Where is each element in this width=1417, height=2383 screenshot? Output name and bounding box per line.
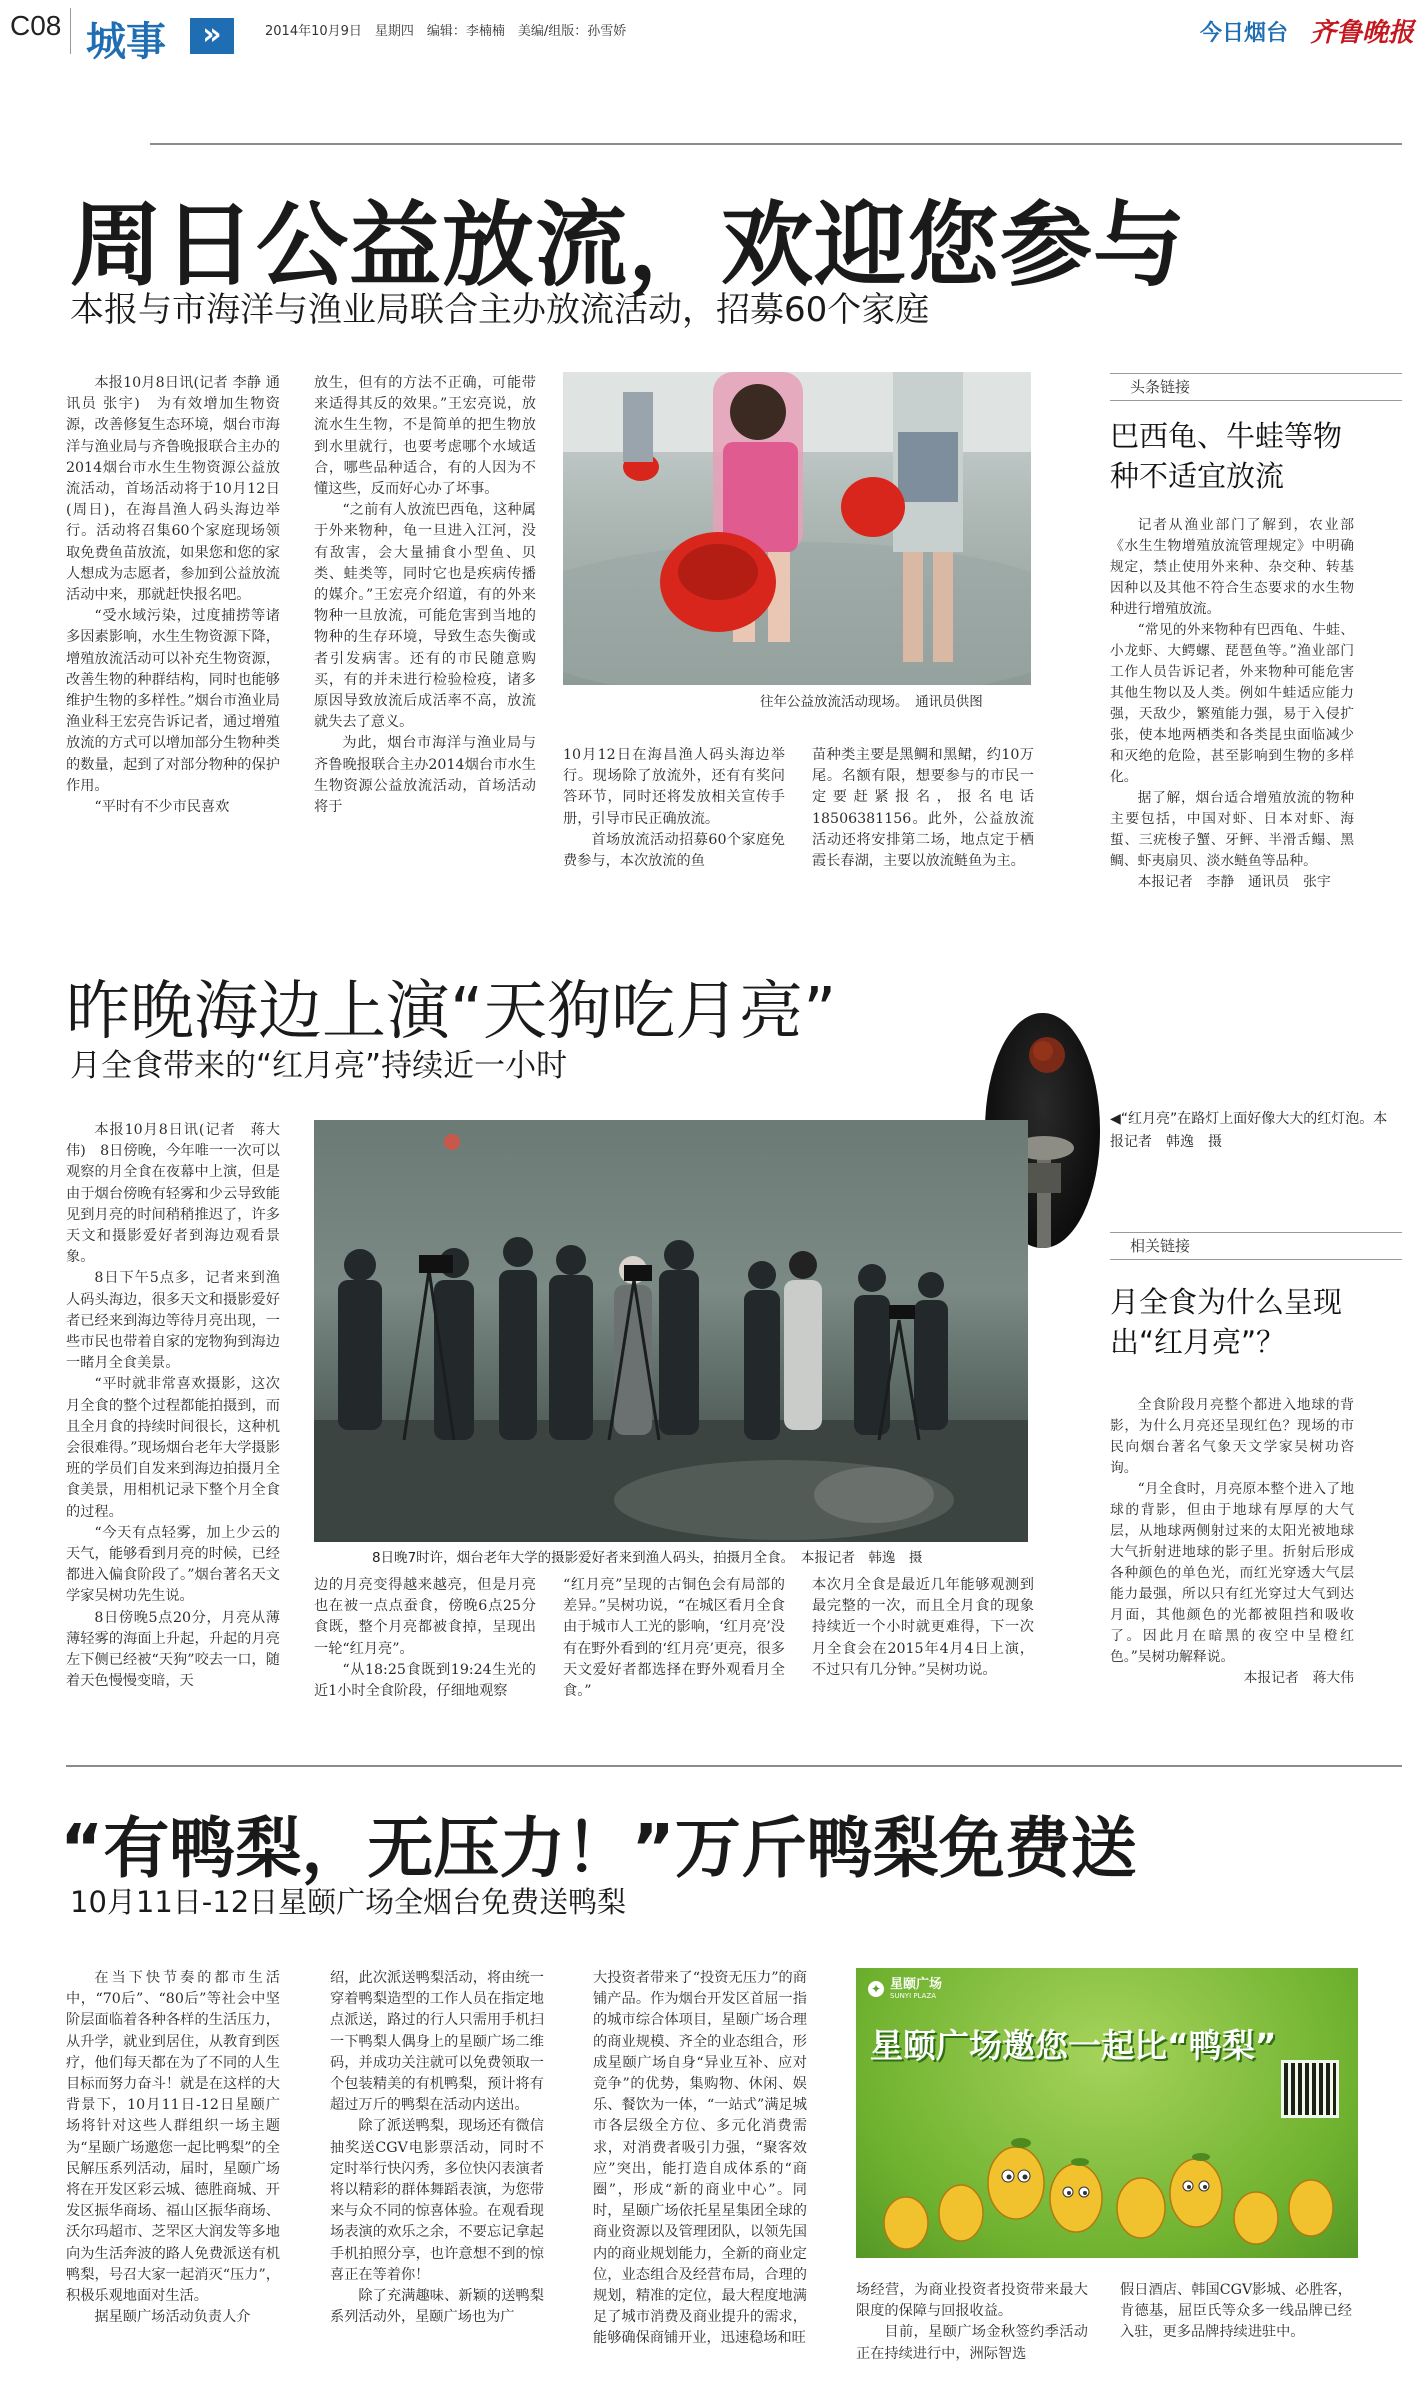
article2-col2 [314, 1575, 536, 1705]
paragraph: 假日酒店、韩国CGV影城、必胜客，肯德基，屈臣氏等众多一线品牌已经入驻，更多品牌持续进驻中。 [1120, 2282, 1352, 2341]
paragraph: 本报10月8日讯(记者 蒋大伟) 8日傍晚，今年唯一一次可以观察的月全食在夜幕中上演，但是由于烟台傍晚有轻雾和少云导致能见到月亮的时间稍稍推迟了，许多天文和摄影爱好者到海边观看景象。 [66, 1122, 280, 1266]
release-photo-caption: 往年公益放流活动现场。 通讯员供图 [760, 694, 983, 710]
paragraph: “平时有不少市民喜欢 [94, 799, 230, 816]
paragraph: 本次月全食是最近几年能够观测到最完整的一次，而且全月食的现象持续近一个小时就更难得，下一次月全食会在2015年4月4日上演，不过只有几分钟。”吴树功说。 [812, 1577, 1034, 1678]
paragraph: 8日傍晚5点20分，月亮从薄薄轻雾的海面上升起，升起的月亮左下侧已经被“天狗”咬去一口，随着天色慢慢变暗，天 [66, 1609, 280, 1690]
byline: 本报记者 蒋大伟 [1243, 1670, 1354, 1686]
photographers-caption: 8日晚7时许，烟台老年大学的摄影爱好者来到渔人码头，拍摄月全食。 本报记者 韩逸 摄 [372, 1550, 923, 1566]
article3-col5 [1120, 2280, 1352, 2380]
article3-col1 [66, 1968, 280, 2373]
sidebar2-label-rule [1110, 1259, 1402, 1260]
paragraph: “之前有人放流巴西龟，这种属于外来物种，龟一旦进入江河，没有敌害，会大量捕食小型鱼、贝类、蛙类等，同时它也是疾病传播的媒介。”王宏亮介绍道，有的外来物种一旦放流，可能危害到当地的物种的生存环境，导致生态失衡或者引发病害。还有的市民随意购买，有的并未进行检验检疫，诸多原因导致放流后成活率不高，放流就失去了意义。 [314, 502, 536, 731]
article3-col2 [330, 1968, 544, 2373]
paragraph: 8日下午5点多，记者来到渔人码头海边，很多天文和摄影爱好者已经来到海边等待月亮出现，一些市民也带着自家的宠物狗到海边一睹月全食美景。 [66, 1270, 280, 1372]
paragraph: 除了派送鸭梨，现场还有微信抽奖送CGV电影票活动，同时不定时举行快闪秀，多位快闪表演者将以精彩的群体舞蹈表演，为您带来与众不同的惊喜体验。在观看现场表演的欢乐之余，不要忘记拿起手机拍照分享，也许意想不到的惊喜正在等着你！ [330, 2118, 544, 2283]
article2-col3 [563, 1575, 785, 1705]
xingyi-plaza-ad [856, 1968, 1358, 2258]
sidebar1-top-rule [1110, 373, 1402, 374]
column-tag: 今日烟台 [1200, 21, 1289, 46]
sidebar1-body [1110, 515, 1354, 893]
article3-col4 [856, 2280, 1088, 2380]
paragraph: 据星颐广场活动负责人介 [94, 2309, 251, 2326]
release-activity-illustration [563, 372, 1031, 685]
article1-subtitle: 本报与市海洋与渔业局联合主办放流活动，招募60个家庭 [70, 290, 930, 330]
paragraph: 除了充满趣味、新颖的送鸭梨系列活动外，星颐广场也为广 [330, 2288, 544, 2326]
ad-slogan: 星颐广场邀您一起比“鸭梨” [870, 2026, 1277, 2065]
double-chevron-icon: » [202, 17, 222, 52]
paragraph: 10月12日在海昌渔人码头海边举行。现场除了放流外，还有有奖问答环节，同时还将发放相关宣传手册，引导市民正确放流。 [563, 747, 785, 827]
paragraph: 在当下快节奏的都市生活中，“70后”、“80后”等社会中坚阶层面临着各种各样的生活压力，从升学，就业到居住，从教育到医疗，他们每天都在为了不同的人生目标而努力奋斗！就是在这样的大背景下，10月11日-12日星颐广场将针对这些人群组织一场主题为“星颐广场邀您一起比鸭梨”的全民解压系列活动，届时，星颐广场将在开发区彩云城、德胜商城、开发区振华商场、福山区振华商场、沃尔玛超市、芝罘区大润发等多地向为生活奔波的路人免费派送有机鸭梨，号召大家一起消灭“压力”，积极乐观地面对生活。 [66, 1970, 280, 2305]
photographers-illustration [314, 1120, 1028, 1542]
sidebar1-label: 头条链接 [1130, 378, 1191, 396]
article1-col4 [812, 745, 1034, 895]
release-activity-photo [563, 372, 1031, 685]
moon-photo-caption: ◀“红月亮”在路灯上面好像大大的红灯泡。本报记者 韩逸 摄 [1110, 1111, 1388, 1150]
section-rule [66, 1765, 1402, 1767]
photographers-photo [314, 1120, 1028, 1542]
article1-title: 周日公益放流，欢迎您参与 [70, 192, 1187, 299]
article1-col2 [314, 373, 536, 893]
header-divider-left [70, 8, 71, 54]
article2-subtitle: 月全食带来的“红月亮”持续近一小时 [70, 1048, 568, 1084]
paragraph: 目前，星颐广场金秋签约季活动正在持续进行中，洲际智选 [856, 2324, 1088, 2362]
article2-col4 [812, 1575, 1034, 1705]
article1-col3 [563, 745, 785, 895]
ad-logo-cn: 星颐广场 [890, 1977, 943, 1992]
sidebar2-label: 相关链接 [1130, 1237, 1191, 1255]
article3-col3 [593, 1968, 807, 2373]
paragraph: 绍，此次派送鸭梨活动，将由统一穿着鸭梨造型的工作人员在指定地点派送，路过的行人只需用手机扫一下鸭梨人偶身上的星颐广场二维码，并成功关注就可以免费领取一个包装精美的有机鸭梨，预计将有超过万斤的鸭梨在活动内送出。 [330, 1970, 544, 2114]
article2-col1 [66, 1120, 280, 1700]
sidebar1-label-rule [1110, 400, 1402, 401]
paragraph: 放生，但有的方法不正确，可能带来适得其反的效果。”王宏亮说，放流水生生物，不是简单的把生物放到水里就行，也要考虑哪个水域适合，哪些品种适合，有的人因为不懂这些，反而好心办了坏事。 [314, 375, 536, 498]
article3-subtitle: 10月11日-12日星颐广场全烟台免费送鸭梨 [70, 1885, 627, 1919]
paragraph: 大投资者带来了“投资无压力”的商铺产品。作为烟台开发区首屈一指的城市综合体项目，星颐广场合理的商业规模、齐全的业态组合，形成星颐广场自身“异业互补、应对竞争”的优势，集购物、休闲、娱乐、餐饮为一体，“一站式”满足城市各层级全方位、多元化消费需求，对消费者吸引力强，“聚客效应”突出，能打造自成体系的“商圈”，形成“新的商业中心”。同时，星颐广场依托星星集团全球的商业资源以及管理团队，以领先国内的商业规划能力，全新的商业定位，业态组合及经营布局，合理的规划，精准的定位，最大程度地满足了城市消费及商业提升的需求，能够确保商铺开业，迅速稳场和旺 [593, 1970, 807, 2347]
paragraph: 记者从渔业部门了解到，农业部《水生生物增殖放流管理规定》中明确规定，禁止使用外来种、杂交种、转基因种以及其他不符合生态要求的水生物种进行增殖放流。 [1110, 517, 1354, 617]
paragraph: 据了解，烟台适合增殖放流的物种主要包括，中国对虾、日本对虾、海蜇、三疣梭子蟹、牙鲆、半滑舌鳎、黑鲷、虾夷扇贝、淡水鲢鱼等品种。 [1110, 790, 1354, 869]
article3-title: “有鸭梨，无压力！”万斤鸭梨免费送 [60, 1810, 1137, 1887]
paragraph: “平时就非常喜欢摄影，这次月全食的整个过程都能拍摄到，而且全月食的持续时间很长，这种机会很难得。”现场烟台老年大学摄影班的学员们自发来到海边拍摄月全食美景，用相机记录下整个月全食的过程。 [66, 1376, 280, 1520]
paragraph: “从18:25食既到19:24生光的近1小时全食阶段，仔细地观察 [314, 1661, 536, 1700]
section-title: 城事 [86, 19, 166, 65]
brand-logo: 齐鲁晚报 [1310, 18, 1415, 48]
sidebar2-body [1110, 1395, 1354, 1689]
ad-logo [868, 1978, 942, 2000]
paragraph: “常见的外来物种有巴西龟、牛蛙、小龙虾、大鳄螺、琵琶鱼等。”渔业部门工作人员告诉记者，外来物种可能危害其他生物以及人类。例如牛蛙适应能力强，天敌少，繁殖能力强，易于入侵扩张，使本地两栖类和各类昆虫面临减少和灭绝的危险，甚至影响到生物的多样化。 [1110, 622, 1354, 785]
header-rule [150, 143, 1402, 145]
ad-logo-en: SUNYI PLAZA [890, 1992, 937, 2000]
paragraph: 本报10月8日讯(记者 李静 通讯员 张宇) 为有效增加生物资源，改善修复生态环境，烟台市海洋与渔业局与齐鲁晚报联合主办的2014烟台市水生生物资源公益放流活动，首场活动将于10月12日(周日)，在海昌渔人码头海边举行。活动将召集60个家庭现场领取免费鱼苗放流，如果您和您的家人想成为志愿者，参加到公益放流活动中来，那就赶快报名吧。 [66, 375, 280, 604]
paragraph: “今天有点轻雾，加上少云的天气，能够看到月亮的时候，已经都进入偏食阶段了。”烟台著名天文学家吴树功先生说。 [66, 1524, 280, 1605]
sidebar2-top-rule [1110, 1232, 1402, 1233]
paragraph: “受水域污染，过度捕捞等诸多因素影响，水生生物资源下降，增殖放流活动可以补充生物资源，改善生物的种群结构，同时也能够维护生物的多样性。”烟台市渔业局渔业科王宏亮告诉记者，通过增殖放流的方式可以增加部分生物种类的数量，起到了对部分物种的保护作用。 [66, 608, 280, 794]
paragraph: 场经营，为商业投资者投资带来最大限度的保障与回报收益。 [856, 2282, 1088, 2320]
paragraph: 为此，烟台市海洋与渔业局与齐鲁晚报联合主办2014烟台市水生生物资源公益放流活动，首场活动将于 [314, 735, 536, 816]
star-logo-icon: ✦ [868, 1981, 884, 1997]
paragraph: 全食阶段月亮整个都进入地球的背影，为什么月亮还呈现红色？现场的市民向烟台著名气象天文学家吴树功咨询。 [1110, 1397, 1354, 1476]
sidebar2-title: 月全食为什么呈现出“红月亮”？ [1110, 1285, 1343, 1359]
paragraph: 边的月亮变得越来越亮，但是月亮也在被一点点蚕食，傍晚6点25分食既，整个月亮都被食掉，呈现出一轮“红月亮”。 [314, 1577, 536, 1657]
paragraph: “月全食时，月亮原本整个进入了地球的背影，但由于地球有厚厚的大气层，从地球两侧射过来的太阳光被地球大气折射进地球的影子里。折射后形成各种颜色的单色光，而红光穿透大气层能力最强，所以只有红光穿过大气到达月面，其他颜色的光都被阻挡和吸收了。因此月在暗黑的夜空中呈橙红色。”吴树功解释说。 [1110, 1481, 1354, 1665]
page-number: C08 [10, 10, 62, 41]
byline: 本报记者 李静 通讯员 张宇 [1137, 874, 1331, 890]
paragraph: 首场放流活动招募60个家庭免费参与，本次放流的鱼 [563, 831, 785, 870]
paragraph: 苗种类主要是黑鲷和黑鲪，约10万尾。名额有限，想要参与的市民一定要赶紧报名，报名电话18506381156。此外，公益放流活动还将安排第二场，地点定于栖霞长春湖，主要以放流鲢鱼为主。 [812, 747, 1034, 870]
ad-logo-text [890, 1978, 942, 2000]
paragraph: “红月亮”呈现的古铜色会有局部的差异。”吴树功说，“在城区看月全食由于城市人工光的影响，‘红月亮’没有在野外看到的‘红月亮’更亮，很多天文爱好者都选择在野外观看月全食。” [563, 1577, 785, 1700]
sidebar1-title: 巴西龟、牛蛙等物种不适宜放流 [1110, 419, 1343, 493]
article2-title: 昨晚海边上演“天狗吃月亮” [66, 975, 837, 1049]
section-arrows-badge [190, 18, 234, 54]
article1-col1 [66, 373, 280, 893]
header-meta: 2014年10月9日 星期四 编辑：李楠楠 美编/组版：孙雪娇 [265, 24, 627, 39]
cartoon-pears-illustration [856, 2088, 1358, 2258]
